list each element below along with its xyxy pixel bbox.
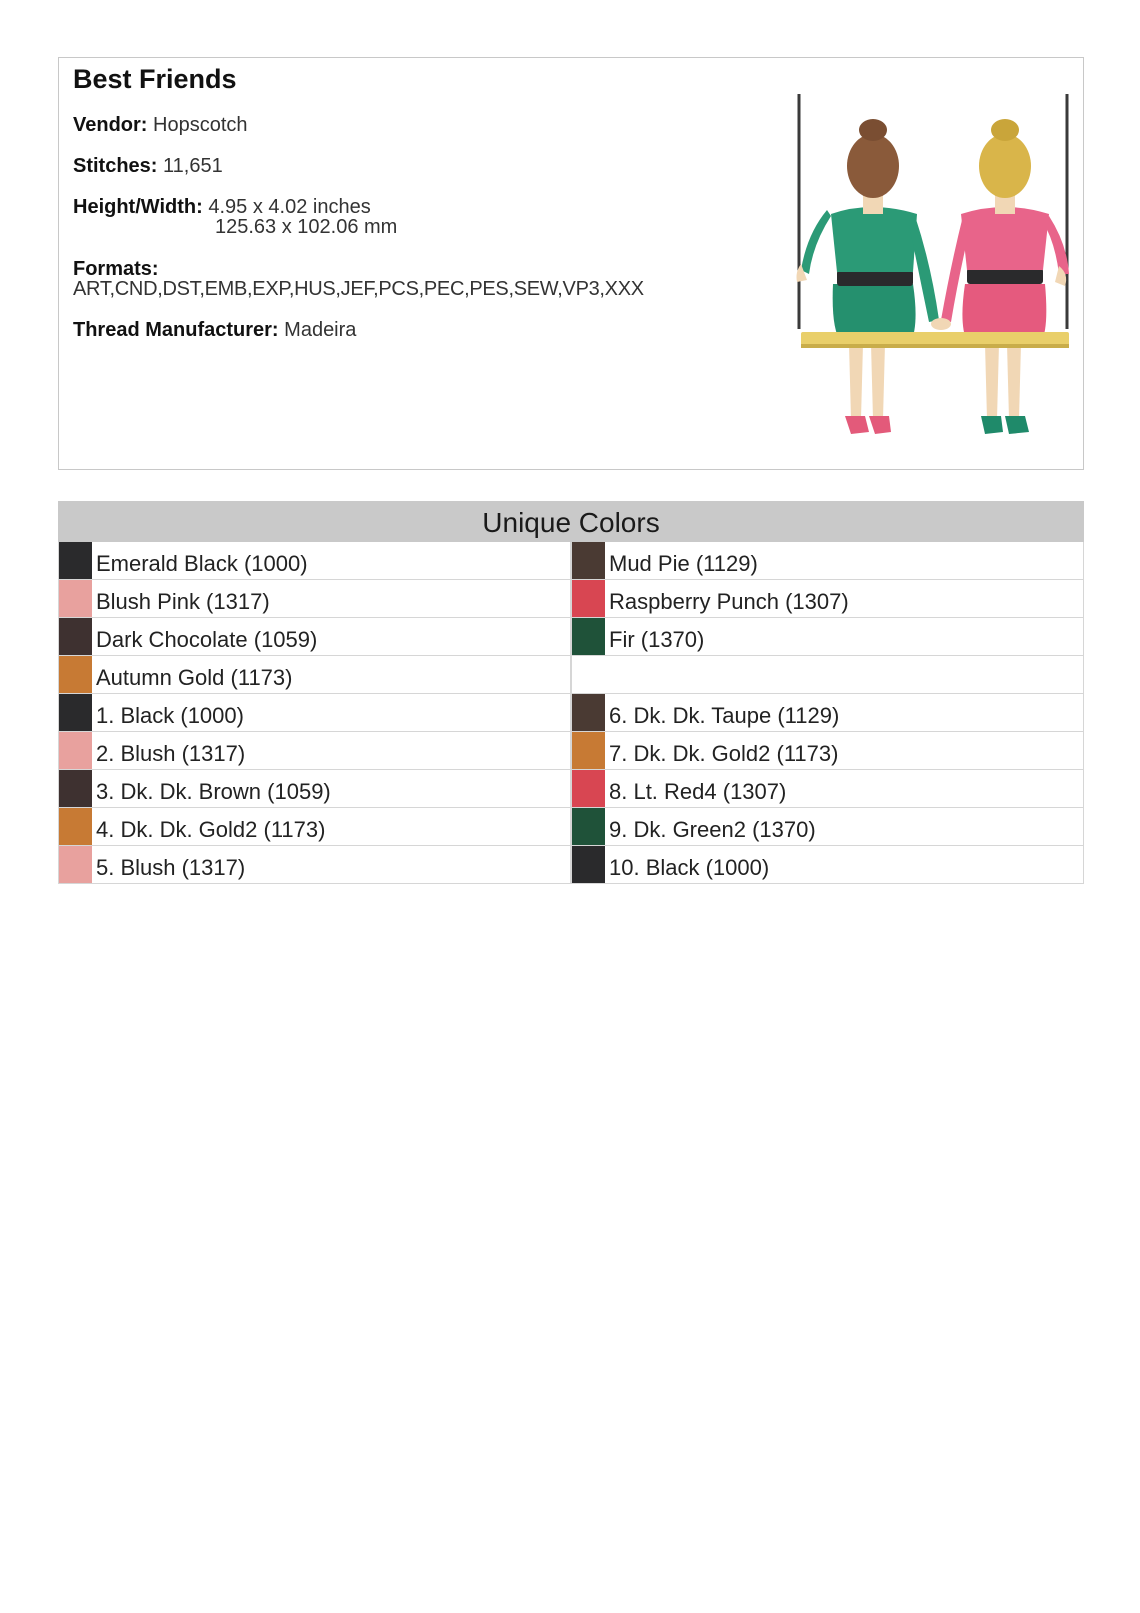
unique-color-item: [58, 656, 571, 694]
unique-color-item: [571, 542, 1084, 580]
size-row: [73, 196, 371, 218]
two-women-on-swing-embroidery-icon: [751, 74, 1071, 464]
color-label: 1. Black (1000): [96, 703, 244, 728]
stitch-sequence-item: [58, 770, 571, 808]
vendor-label: Vendor:: [73, 114, 148, 136]
color-label: Fir (1370): [609, 627, 705, 652]
color-label: 3. Dk. Dk. Brown (1059): [96, 779, 331, 804]
unique-color-item: [58, 542, 571, 580]
color-label: Dark Chocolate (1059): [96, 627, 318, 652]
stitch-sequence-item: [571, 808, 1084, 846]
stitch-sequence-item: [571, 732, 1084, 770]
color-label: 7. Dk. Dk. Gold2 (1173): [609, 741, 839, 766]
unique-color-item: [571, 618, 1084, 656]
color-swatch: [59, 808, 92, 845]
color-swatch: [572, 618, 605, 655]
thread-label: Thread Manufacturer:: [73, 319, 279, 341]
unique-colors-header: Unique Colors: [58, 501, 1084, 542]
color-swatch: [572, 580, 605, 617]
stitch-sequence-item: [58, 694, 571, 732]
stitches-value: 11,651: [163, 155, 223, 177]
formats-label-row: [73, 258, 159, 280]
design-info-card: [58, 57, 1084, 470]
vendor-row: [73, 114, 248, 136]
color-label: 2. Blush (1317): [96, 741, 246, 766]
unique-color-item: [571, 580, 1084, 618]
formats-list: ART,CND,DST,EMB,EXP,HUS,JEF,PCS,PEC,PES,SEW,VP3,XXX: [73, 278, 644, 300]
color-label: 8. Lt. Red4 (1307): [609, 779, 787, 804]
size-inches: 4.95 x 4.02 inches: [208, 196, 371, 218]
color-label: Emerald Black (1000): [96, 551, 308, 576]
color-swatch: [59, 580, 92, 617]
size-label: Height/Width:: [73, 196, 203, 218]
unique-colors-panel: [58, 501, 1084, 884]
stitches-row: [73, 155, 223, 177]
color-swatch: [572, 542, 605, 579]
color-swatch: [59, 618, 92, 655]
color-swatch: [572, 846, 605, 883]
color-label: 9. Dk. Green2 (1370): [609, 817, 816, 842]
empty-cell: [571, 656, 1084, 694]
color-swatch: [59, 694, 92, 731]
stitch-sequence-item: [58, 732, 571, 770]
color-swatch: [572, 808, 605, 845]
color-label: Autumn Gold (1173): [96, 665, 293, 690]
stitch-sequence-item: [571, 770, 1084, 808]
vendor-value: Hopscotch: [153, 114, 248, 136]
thread-value: Madeira: [284, 319, 357, 341]
unique-color-item: [58, 580, 571, 618]
color-swatch: [572, 732, 605, 769]
color-label: Blush Pink (1317): [96, 589, 270, 614]
color-swatch: [59, 846, 92, 883]
size-mm: 125.63 x 102.06 mm: [215, 216, 398, 238]
unique-color-item: [58, 618, 571, 656]
color-label: Mud Pie (1129): [609, 551, 758, 576]
color-swatch: [59, 656, 92, 693]
stitches-label: Stitches:: [73, 155, 158, 177]
right-woman-figure: [931, 119, 1069, 434]
color-label: Raspberry Punch (1307): [609, 589, 849, 614]
thread-row: [73, 319, 356, 341]
formats-label: Formats:: [73, 258, 159, 280]
color-swatch: [59, 770, 92, 807]
color-grid: [58, 542, 1084, 884]
stitch-sequence-item: [58, 846, 571, 884]
color-swatch: [572, 770, 605, 807]
color-swatch: [572, 694, 605, 731]
color-label: 4. Dk. Dk. Gold2 (1173): [96, 817, 326, 842]
design-title: Best Friends: [73, 64, 237, 94]
stitch-sequence-item: [571, 694, 1084, 732]
color-swatch: [59, 542, 92, 579]
color-label: 5. Blush (1317): [96, 855, 246, 880]
color-label: 10. Black (1000): [609, 855, 770, 880]
color-label: 6. Dk. Dk. Taupe (1129): [609, 703, 840, 728]
left-woman-figure: [797, 119, 940, 434]
color-swatch: [59, 732, 92, 769]
stitch-sequence-item: [571, 846, 1084, 884]
stitch-sequence-item: [58, 808, 571, 846]
